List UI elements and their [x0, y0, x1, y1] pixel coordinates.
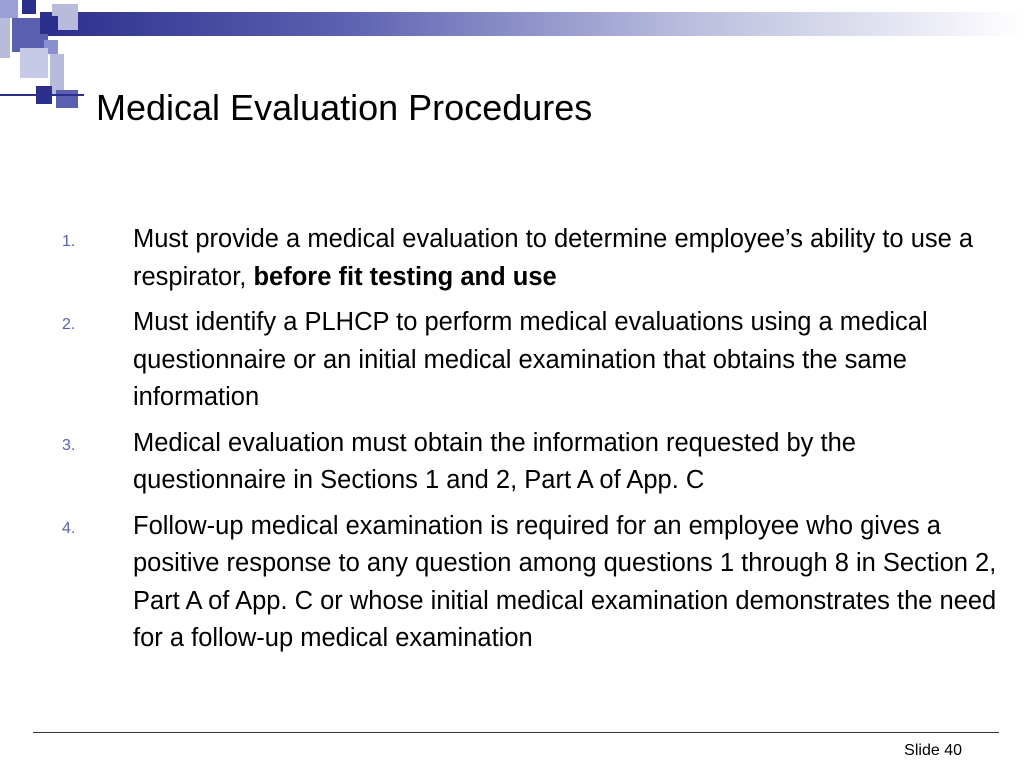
list-item-bold-text: before fit testing and use — [253, 262, 557, 291]
list-item-text: Medical evaluation must obtain the information requested by the questionnaire in Sections 1 and 2, Part A of App. C — [133, 428, 856, 494]
list-item-number: 1. — [62, 233, 76, 250]
list-item-text: Must identify a PLHCP to perform medical evaluations using a medical questionnaire or an initial medical examination that obtains the same information — [133, 308, 928, 411]
slide-title: Medical Evaluation Procedures — [96, 87, 593, 128]
header-gradient-band — [40, 12, 1024, 36]
list-item — [0, 508, 1000, 658]
list-item-number: 3. — [62, 436, 76, 454]
list-item — [0, 304, 1000, 417]
list-item-number: 4. — [62, 519, 76, 537]
list-item-text: Follow-up medical examination is required for an employee who gives a positive response to any question among questions 1 through 8 in Section 2, Part A of App. C or whose initial medical examination demonstrates the need for a follow-up medical examination — [133, 511, 997, 652]
list-item — [0, 221, 1000, 296]
list-item — [0, 425, 1000, 500]
slide-number: Slide 40 — [904, 742, 962, 759]
list-item-number: 2. — [62, 316, 76, 333]
footer-divider — [33, 732, 999, 733]
numbered-list — [0, 221, 1000, 666]
list-item-text: Must provide a medical evaluation to determine employee’s ability to use a respirator, — [133, 225, 974, 291]
